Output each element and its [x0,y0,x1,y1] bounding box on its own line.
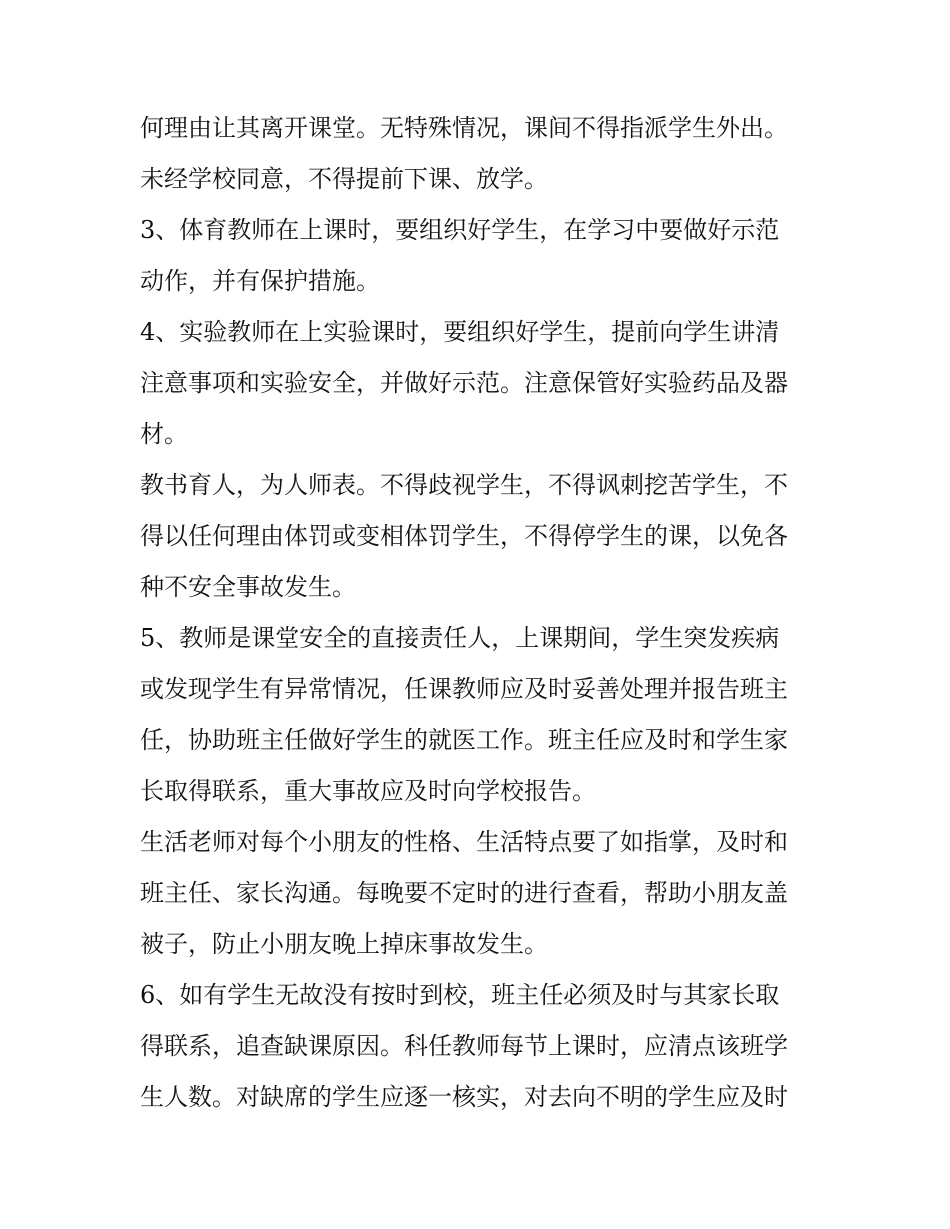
text-line-10: 种不安全事故发生。 [140,573,356,601]
text-line-3: 3、体育教师在上课时，要组织好学生，在学习中要做好示范 [140,216,780,244]
text-line-7: 材。 [140,420,188,448]
text-line-4: 动作，并有保护措施。 [140,267,380,295]
document-body [140,103,820,1123]
text-line-8: 教书育人，为人师表。不得歧视学生，不得讽刺挖苦学生，不 [140,471,788,499]
text-line-17: 被子，防止小朋友晚上掉床事故发生。 [140,930,548,958]
text-line-20: 生人数。对缺席的学生应逐一核实，对去向不明的学生应及时 [140,1083,788,1111]
text-line-19: 得联系，追查缺课原因。科任教师每节上课时，应清点该班学 [140,1032,788,1060]
text-line-5: 4、实验教师在上实验课时，要组织好学生，提前向学生讲清 [140,318,780,346]
text-line-9: 得以任何理由体罚或变相体罚学生，不得停学生的课，以免各 [140,522,788,550]
text-line-15: 生活老师对每个小朋友的性格、生活特点要了如指掌，及时和 [140,828,788,856]
text-line-14: 长取得联系，重大事故应及时向学校报告。 [140,777,596,805]
text-line-6: 注意事项和实验安全，并做好示范。注意保管好实验药品及器 [140,369,788,397]
text-line-13: 任，协助班主任做好学生的就医工作。班主任应及时和学生家 [140,726,788,754]
text-line-2: 未经学校同意，不得提前下课、放学。 [140,165,548,193]
text-line-1: 何理由让其离开课堂。无特殊情况，课间不得指派学生外出。 [140,114,788,142]
text-line-12: 或发现学生有异常情况，任课教师应及时妥善处理并报告班主 [140,675,788,703]
text-line-11: 5、教师是课堂安全的直接责任人，上课期间，学生突发疾病 [140,624,780,652]
text-line-16: 班主任、家长沟通。每晚要不定时的进行查看，帮助小朋友盖 [140,879,788,907]
text-line-18: 6、如有学生无故没有按时到校，班主任必须及时与其家长取 [140,981,780,1009]
